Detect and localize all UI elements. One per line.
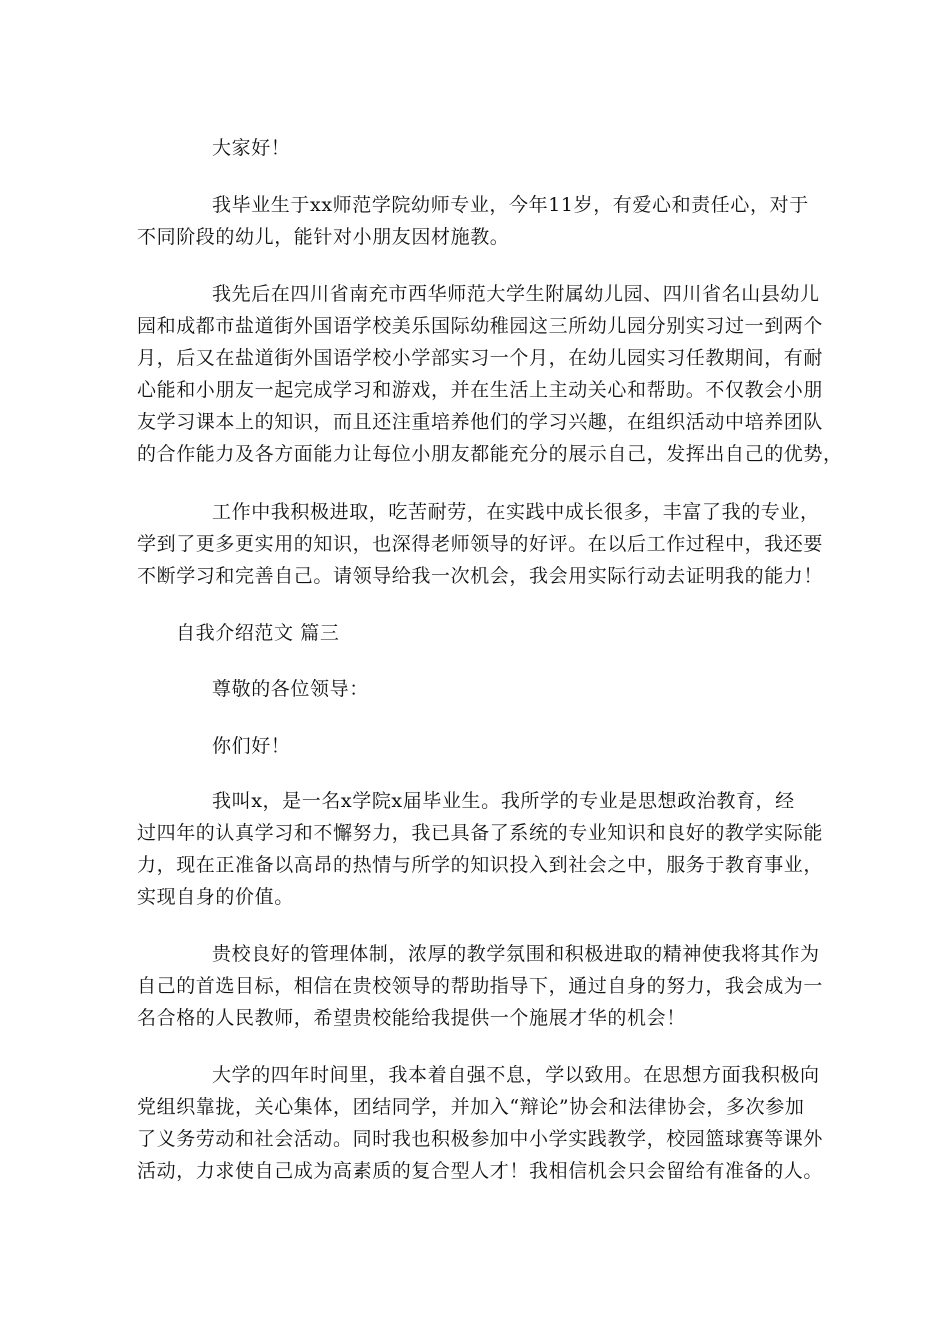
paragraph-line: 月，后又在盐道街外国语学校小学部实习一个月，在幼儿园实习任教期间，有耐 <box>137 347 824 369</box>
paragraph-line: 学到了更多更实用的知识，也深得老师领导的好评。在以后工作过程中，我还要 <box>137 533 824 555</box>
paragraph-line: 名合格的人民教师，希望贵校能给我提供一个施展才华的机会！ <box>137 1007 686 1029</box>
paragraph-line: 实现自身的价值。 <box>137 886 294 908</box>
paragraph-line: 我叫x，是一名x学院x届毕业生。我所学的专业是思想政治教育，经 <box>212 790 795 812</box>
salutation-line: 尊敬的各位领导： <box>212 678 369 700</box>
paragraph-line: 心能和小朋友一起完成学习和游戏，并在生活上主动关心和帮助。不仅教会小朋 <box>137 379 824 401</box>
paragraph-line: 党组织靠拢，关心集体，团结同学，并加入“辩论”协会和法律协会，多次参加 <box>137 1096 805 1118</box>
paragraph-line: 力，现在正准备以高昂的热情与所学的知识投入到社会之中，服务于教育事业， <box>137 854 824 876</box>
paragraph-line: 活动，力求使自己成为高素质的复合型人才！我相信机会只会留给有准备的人。 <box>137 1160 824 1182</box>
paragraph-line: 不断学习和完善自己。请领导给我一次机会，我会用实际行动去证明我的能力！ <box>137 565 824 587</box>
paragraph-line: 过四年的认真学习和不懈努力，我已具备了系统的专业知识和良好的教学实际能 <box>137 822 824 844</box>
paragraph-line: 园和成都市盐道街外国语学校美乐国际幼稚园这三所幼儿园分别实习过一到两个 <box>137 315 824 337</box>
paragraph-line: 贵校良好的管理体制，浓厚的教学氛围和积极进取的精神使我将其作为 <box>212 943 820 965</box>
paragraph-line: 不同阶段的幼儿，能针对小朋友因材施教。 <box>137 226 510 248</box>
paragraph-line: 我先后在四川省南充市西华师范大学生附属幼儿园、四川省名山县幼儿 <box>212 283 820 305</box>
paragraph-line: 大学的四年时间里，我本着自强不息，学以致用。在思想方面我积极向 <box>212 1064 820 1086</box>
paragraph-line: 的合作能力及各方面能力让每位小朋友都能充分的展示自己，发挥出自己的优势， <box>137 443 843 465</box>
greeting-line: 你们好！ <box>212 735 291 757</box>
greeting-line: 大家好！ <box>212 137 291 159</box>
section-heading: 自我介绍范文 篇三 <box>176 622 340 644</box>
paragraph-line: 我毕业生于xx师范学院幼师专业，今年11岁，有爱心和责任心，对于 <box>212 194 809 216</box>
paragraph-line: 友学习课本上的知识，而且还注重培养他们的学习兴趣，在组织活动中培养团队 <box>137 411 824 433</box>
paragraph-line: 自己的首选目标，相信在贵校领导的帮助指导下，通过自身的努力，我会成为一 <box>137 975 824 997</box>
paragraph-line: 工作中我积极进取，吃苦耐劳，在实践中成长很多，丰富了我的专业， <box>212 501 820 523</box>
paragraph-line: 了义务劳动和社会活动。同时我也积极参加中小学实践教学，校园篮球赛等课外 <box>137 1128 824 1150</box>
